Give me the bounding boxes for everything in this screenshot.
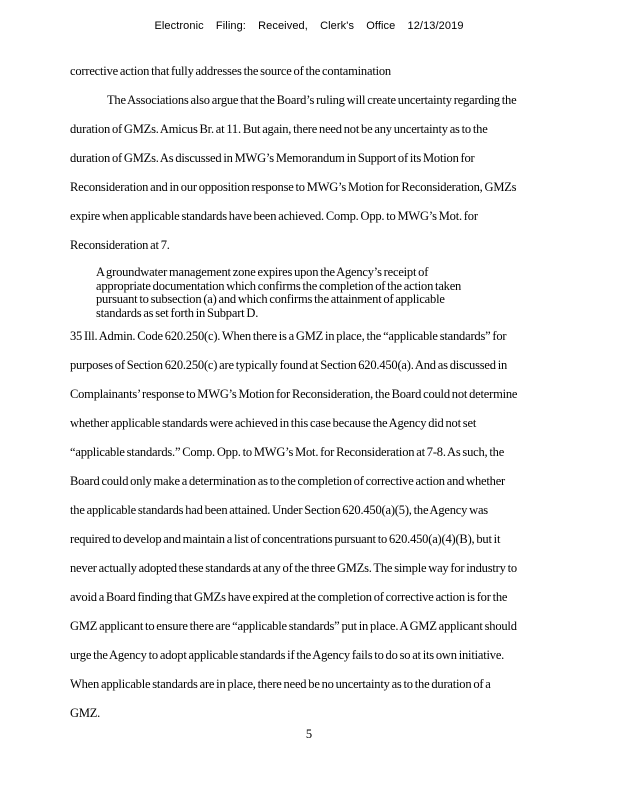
body-line: 35 Ill. Admin. Code 620.250(c). When there is a GMZ in place, the “applicable standards” for [70,329,507,343]
body-line: expire when applicable standards have been achieved. Comp. Opp. to MWG’s Mot. for [70,209,478,223]
body-line: never actually adopted these standards at any of the three GMZs. The simple way for industry to [70,561,517,575]
body-line: corrective action that fully addresses the source of the contamination [70,64,391,78]
body-line: Board could only make a determination as to the completion of corrective action and whether [70,474,505,488]
body-line: Complainants’ response to MWG’s Motion for Reconsideration, the Board could not determine [70,387,518,401]
body-line: required to develop and maintain a list of concentrations pursuant to 620.450(a)(4)(B), but it [70,532,501,546]
body-line: the applicable standards had been attained. Under Section 620.450(a)(5), the Agency was [70,503,488,517]
body-line: “applicable standards.” Comp. Opp. to MWG’s Mot. for Reconsideration at 7-8. As such, the [70,445,505,459]
body-line: whether applicable standards were achieved in this case because the Agency did not set [70,416,477,430]
body-line: Reconsideration and in our opposition response to MWG’s Motion for Reconsideration, GMZs [70,180,517,194]
regulation-blockquote [96,266,554,320]
body-line: Reconsideration at 7. [70,238,170,252]
page-number: 5 [305,727,313,741]
blockquote-line: A groundwater management zone expires upon the Agency’s receipt of [96,265,429,279]
document-body [70,57,554,728]
body-line: duration of GMZs. As discussed in MWG’s Memorandum in Support of its Motion for [70,151,475,165]
body-line: purposes of Section 620.250(c) are typically found at Section 620.450(a). And as discussed in [70,358,508,372]
blockquote-line: appropriate documentation which confirms the completion of the action taken [96,278,462,293]
electronic-filing-stamp: Electronic Filing: Received, Clerk's Office 12/13/2019 [154,20,464,32]
body-line: GMZ applicant to ensure there are “applicable standards” put in place. A GMZ applicant should [70,619,517,633]
body-line: The Associations also argue that the Board’s ruling will create uncertainty regarding the [107,93,517,107]
body-line: GMZ. [70,706,101,720]
blockquote-line: standards as set forth in Subpart D. [96,305,259,320]
body-line: duration of GMZs. Amicus Br. at 11. But again, there need not be any uncertainty as to the [70,122,488,136]
body-line: avoid a Board finding that GMZs have expired at the completion of corrective action is for the [70,590,508,604]
body-line: When applicable standards are in place, there need be no uncertainty as to the duration of a [70,677,491,691]
blockquote-line: pursuant to subsection (a) and which confirms the attainment of applicable [96,292,445,306]
body-line: urge the Agency to adopt applicable standards if the Agency fails to do so at its own initiative. [70,648,505,662]
